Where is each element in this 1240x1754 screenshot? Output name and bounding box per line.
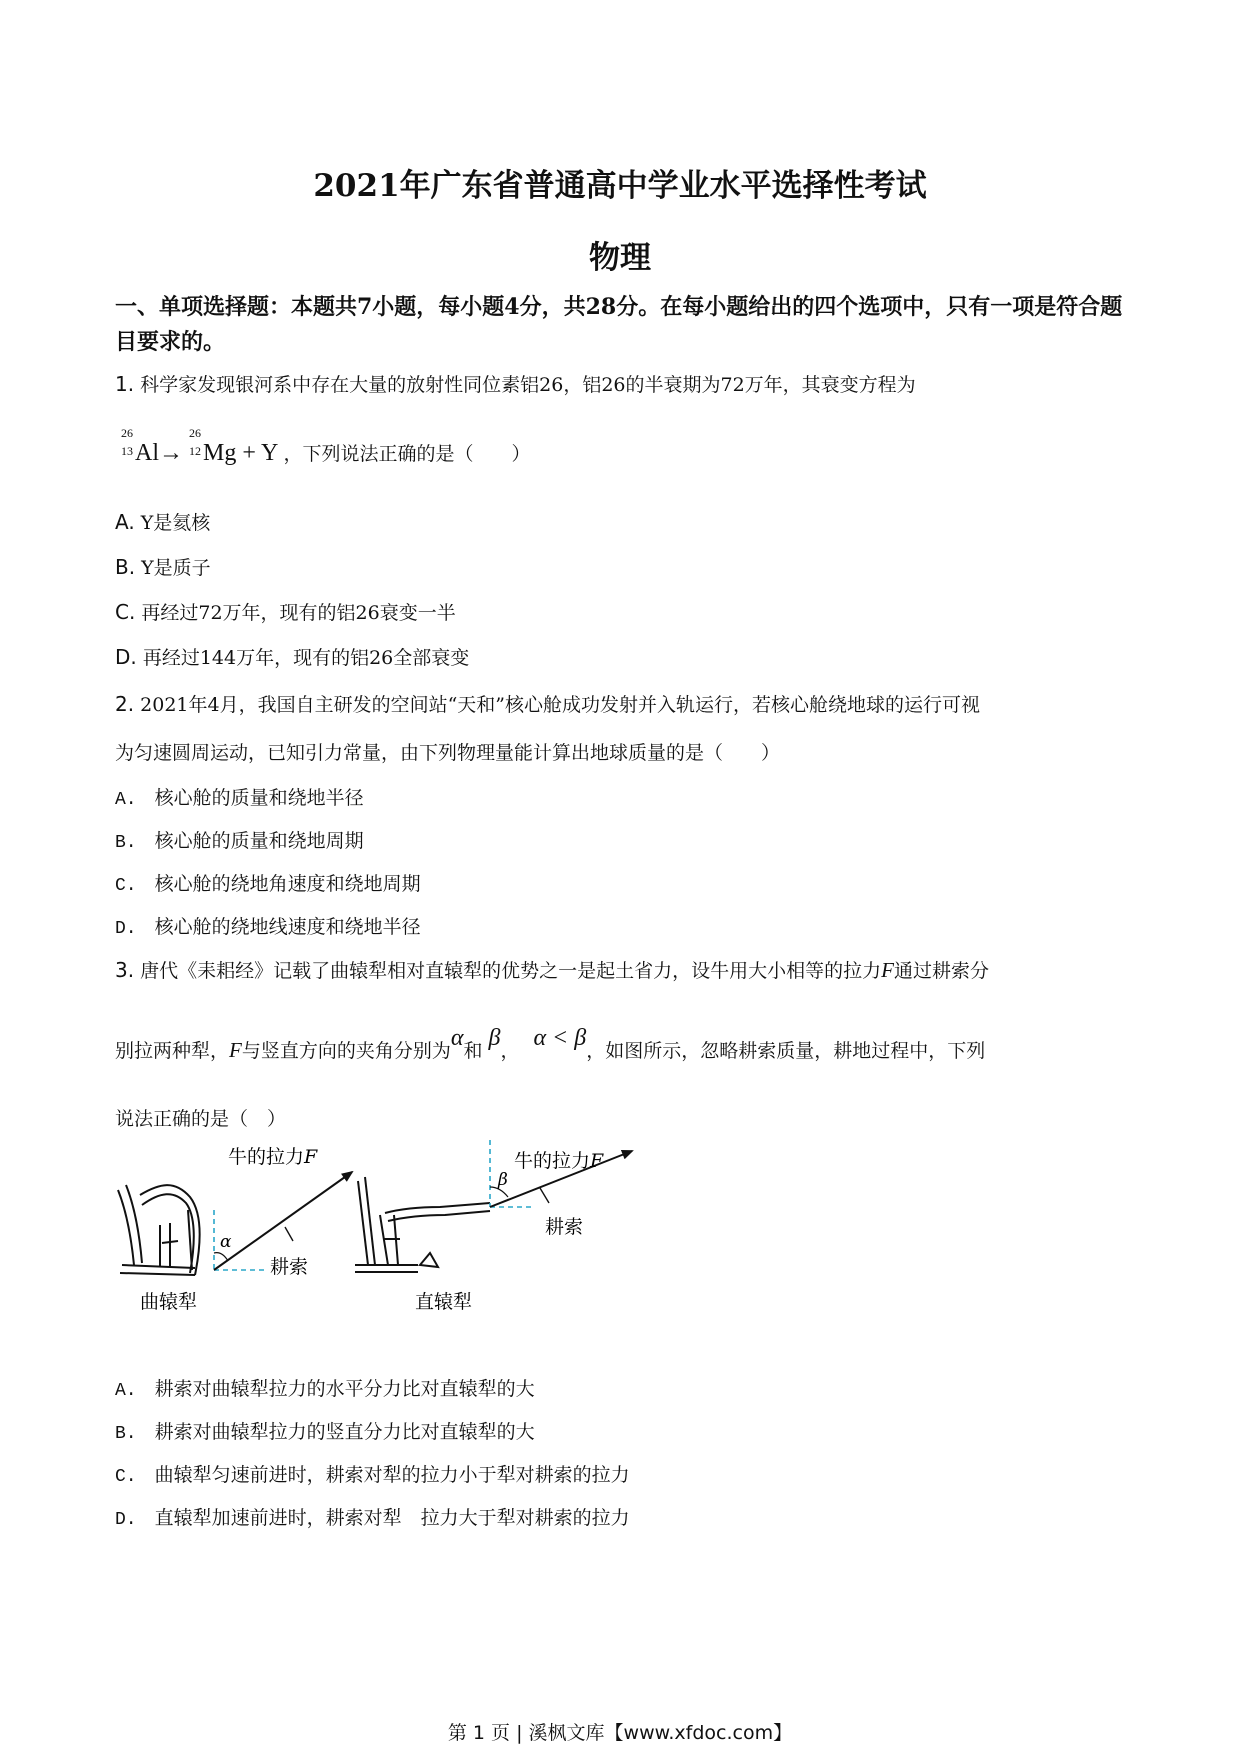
question-3-stem-line2: 别拉两种犁，F与竖直方向的夹角分别为α和 β， α < β，如图所示，忽略耕索质量，耕地过程中，下列 — [115, 1025, 986, 1062]
option-c[interactable]: C. 再经过72万年，现有的铝26衰变一半 — [115, 600, 456, 624]
question-number: 2. — [115, 692, 135, 716]
option-d[interactable]: D. 直辕犁加速前进时，耕索对犁 拉力大于犁对耕索的拉力 — [115, 1507, 630, 1530]
beta-label: β — [498, 1170, 508, 1190]
question-2-stem-line2: 为匀速圆周运动，已知引力常量，由下列物理量能计算出地球质量的是（ ） — [115, 742, 781, 764]
curved-plow-drawing — [118, 1185, 200, 1275]
alpha-arc — [214, 1253, 228, 1261]
question-2-stem — [115, 690, 980, 717]
option-d[interactable]: D. 再经过144万年，现有的铝26全部衰变 — [115, 645, 470, 669]
question-text: 2021年4月，我国自主研发的空间站“天和”核心舱成功发射并入轨运行，若核心舱绕地球的运行可视 — [140, 694, 981, 716]
force-symbol: F — [881, 958, 894, 982]
option-d[interactable]: D. 核心舱的绕地线速度和绕地半径 — [115, 916, 421, 939]
question-number: 3. — [115, 958, 135, 982]
decay-equation-line — [115, 426, 531, 467]
question-3-stem: 3. 唐代《耒耜经》记载了曲辕犁相对直辕犁的优势之一是起土省力，设牛用大小相等的拉力F通过耕索分 — [115, 958, 989, 982]
plow-figure — [100, 1135, 660, 1315]
nuclide-mg: 26 12 — [189, 426, 201, 458]
subject-title: 物理 — [589, 240, 651, 276]
question-number: 1. — [115, 372, 135, 396]
left-force-label: 牛的拉力F — [228, 1146, 318, 1168]
section-heading: 一、单项选择题：本题共7小题，每小题4分，共28分。在每小题给出的四个选项中，只有一项是符合题目要求的。 — [115, 294, 1123, 355]
question-1-stem — [115, 370, 916, 397]
page-footer: 第 1 页 | 溪枫文库【www.xfdoc.com】 — [447, 1722, 793, 1744]
question-text: 科学家发现银河系中存在大量的放射性同位素铝26，铝26的半衰期为72万年，其衰变方程为 — [140, 374, 916, 396]
right-rope-label: 耕索 — [545, 1216, 584, 1238]
question-text-continued: ，下列说法正确的是（ ） — [283, 443, 531, 465]
right-force-label: 牛的拉力F — [514, 1150, 604, 1172]
alpha-label: α — [220, 1232, 232, 1252]
decay-equation: 26 13 Al→ 26 12 Mg + Y — [115, 440, 283, 466]
option-a[interactable]: A. 耕索对曲辕犁拉力的水平分力比对直辕犁的大 — [115, 1378, 535, 1401]
curved-plow-label: 曲辕犁 — [140, 1291, 198, 1313]
option-b[interactable]: B. 核心舱的质量和绕地周期 — [115, 830, 364, 853]
question-3-stem-line3: 说法正确的是（ ） — [115, 1108, 287, 1130]
straight-plow-drawing — [355, 1177, 490, 1272]
left-rope-pointer — [285, 1227, 293, 1241]
alpha-symbol: α — [450, 1025, 464, 1051]
right-rope-pointer — [540, 1188, 549, 1203]
angle-inequality: α < β — [533, 1025, 587, 1051]
left-rope-label: 耕索 — [270, 1256, 309, 1278]
option-a[interactable]: A. Y是氦核 — [115, 510, 211, 534]
document-title: 2021年广东省普通高中学业水平选择性考试 — [313, 168, 927, 204]
nuclide-al: 26 13 — [121, 426, 133, 458]
option-c[interactable]: C. 曲辕犁匀速前进时，耕索对犁的拉力小于犁对耕索的拉力 — [115, 1464, 630, 1487]
option-b[interactable]: B. Y是质子 — [115, 555, 211, 579]
straight-plow-label: 直辕犁 — [415, 1291, 473, 1313]
option-c[interactable]: C. 核心舱的绕地角速度和绕地周期 — [115, 873, 421, 896]
beta-symbol: β — [488, 1025, 501, 1051]
option-a[interactable]: A. 核心舱的质量和绕地半径 — [115, 787, 364, 810]
option-b[interactable]: B. 耕索对曲辕犁拉力的竖直分力比对直辕犁的大 — [115, 1421, 535, 1444]
